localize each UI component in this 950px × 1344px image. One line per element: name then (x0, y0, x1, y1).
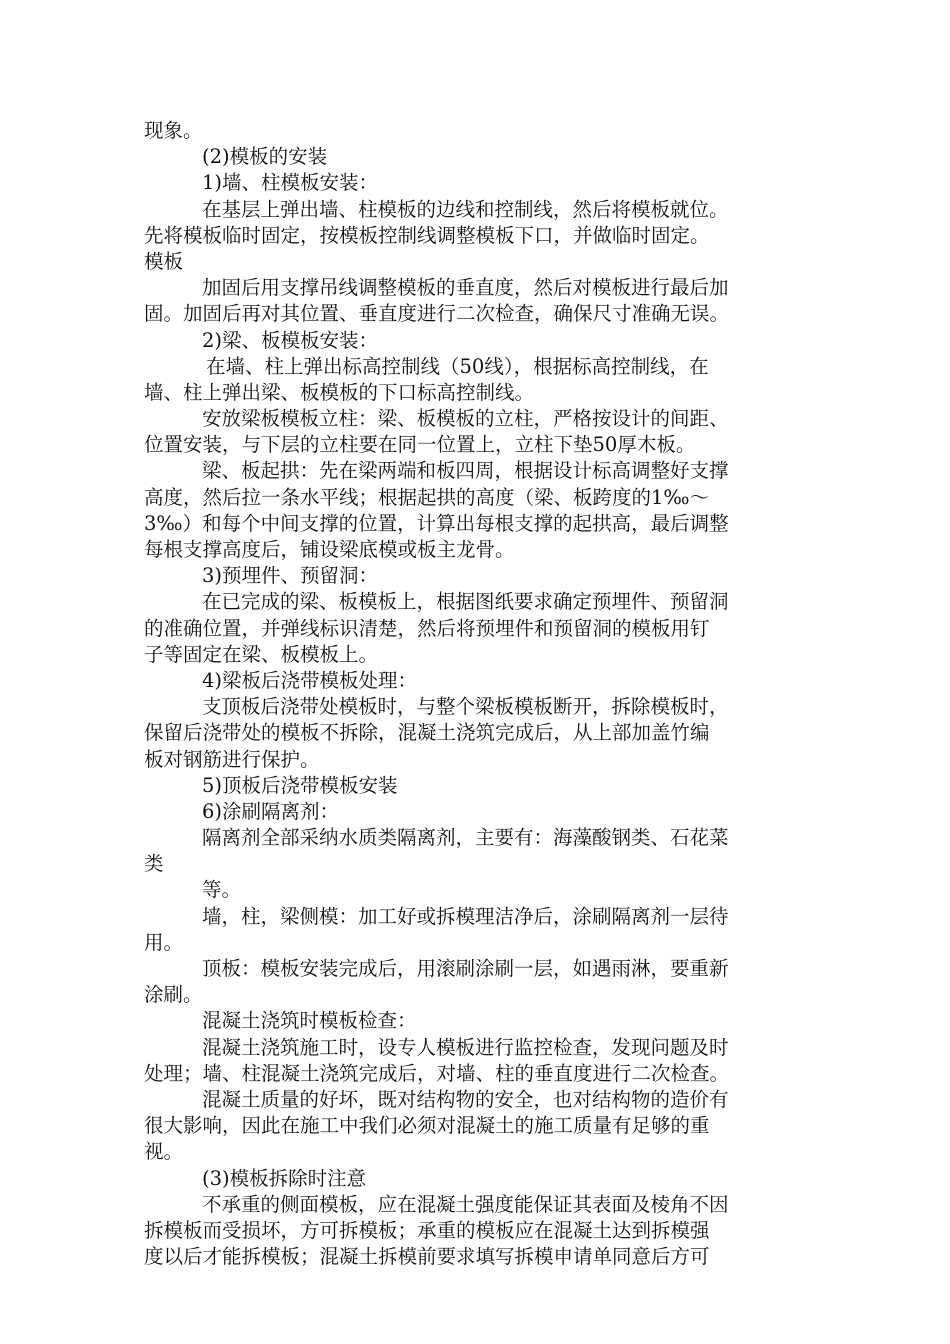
text-line: 高度，然后拉一条水平线；根据起拱的高度（梁、板跨度的1‰～ (144, 485, 710, 509)
text-line: 类 (144, 852, 164, 876)
text-line: 固。加固后再对其位置、垂直度进行二次检查，确保尺寸准确无误。 (144, 302, 730, 326)
text-line: 涂刷。 (144, 983, 203, 1007)
text-line: 板对钢筋进行保护。 (144, 747, 320, 771)
text-line: 的准确位置，并弹线标识清楚，然后将预埋件和预留洞的模板用钉 (144, 616, 710, 640)
text-line: 6)涂刷隔离剂： (202, 799, 340, 823)
text-line: 先将模板临时固定，按模板控制线调整模板下口，并做临时固定。 (144, 223, 710, 247)
text-line: 5)顶板后浇带模板安装 (202, 773, 398, 797)
text-line: 每根支撑高度后，铺设梁底模或板主龙骨。 (144, 538, 515, 561)
text-line: 在基层上弹出墙、柱模板的边线和控制线，然后将模板就位。 (202, 197, 729, 221)
text-line: 隔离剂全部采纳水质类隔离剂，主要有：海藻酸钢类、石花菜 (202, 826, 729, 850)
text-line: (2)模板的安装 (202, 145, 328, 169)
text-line: 2)梁、板模板安装： (202, 328, 379, 352)
text-line: 3)预埋件、预留洞： (202, 564, 379, 588)
text-line: 1)墙、柱模板安装： (202, 171, 379, 195)
text-line: 处理；墙、柱混凝土浇筑完成后，对墙、柱的垂直度进行二次检查。 (144, 1061, 730, 1085)
text-line: 不承重的侧面模板，应在混凝土强度能保证其表面及棱角不因 (202, 1192, 729, 1216)
text-line: 墙，柱，梁侧模：加工好或拆模理洁净后，涂刷隔离剂一层待 (202, 904, 729, 928)
text-line: 用。 (144, 930, 184, 954)
text-line: 混凝土质量的好坏，既对结构物的安全，也对结构物的造价有 (202, 1087, 729, 1111)
text-line: (3)模板拆除时注意 (202, 1166, 367, 1190)
text-line: 模板 (144, 249, 184, 273)
text-line: 混凝土浇筑施工时，设专人模板进行监控检查，发现问题及时 (202, 1035, 729, 1059)
document-body (144, 118, 812, 1270)
text-line: 顶板：模板安装完成后，用滚刷涂刷一层，如遇雨淋，要重新 (202, 957, 729, 980)
text-line: 加固后用支撑吊线调整模板的垂直度，然后对模板进行最后加 (202, 276, 729, 300)
text-line: 在墙、柱上弹出标高控制线（50线），根据标高控制线，在 (206, 354, 709, 378)
text-line: 等。 (202, 878, 242, 902)
text-line: 度以后才能拆模板；混凝土拆模前要求填写拆模申请单同意后方可 (144, 1245, 710, 1269)
text-line: 墙、柱上弹出梁、板模板的下口标高控制线。 (144, 380, 535, 404)
text-line: 3‰）和每个中间支撑的位置，计算出每根支撑的起拱高，最后调整 (144, 511, 729, 535)
text-line: 混凝土浇筑时模板检查： (202, 1009, 417, 1033)
text-line: 在已完成的梁、板模板上，根据图纸要求确定预埋件、预留洞 (202, 590, 729, 614)
text-line: 支顶板后浇带处模板时，与整个梁板模板断开，拆除模板时， (202, 695, 729, 719)
text-line: 4)梁板后浇带模板处理： (202, 668, 418, 692)
text-line: 梁、板起拱：先在梁两端和板四周，根据设计标高调整好支撑 (202, 459, 729, 483)
text-line: 子等固定在梁、板模板上。 (144, 642, 379, 666)
text-line: 很大影响，因此在施工中我们必须对混凝土的施工质量有足够的重 (144, 1114, 710, 1138)
text-line: 安放梁板模板立柱：梁、板模板的立柱，严格按设计的间距、 (202, 407, 729, 431)
text-line: 视。 (144, 1140, 184, 1164)
text-line: 现象。 (144, 119, 203, 142)
text-line: 拆模板而受损坏，方可拆模板；承重的模板应在混凝土达到拆模强 (144, 1218, 710, 1242)
text-line: 位置安装，与下层的立柱要在同一位置上，立柱下垫50厚木板。 (144, 433, 696, 457)
text-line: 保留后浇带处的模板不拆除，混凝土浇筑完成后，从上部加盖竹编 (144, 721, 710, 745)
